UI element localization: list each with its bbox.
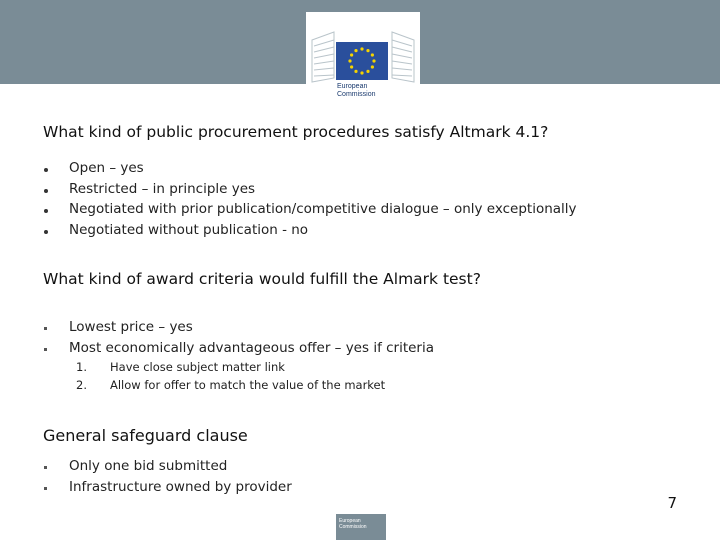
logo-wordmark: European Commission: [337, 83, 376, 98]
bullet-icon: [44, 466, 47, 469]
bullet-icon: [44, 487, 47, 490]
bullet-icon: [44, 230, 48, 234]
section-heading-safeguard: General safeguard clause: [43, 426, 248, 445]
page-number: 7: [667, 494, 677, 512]
bullet-icon: [44, 327, 47, 330]
bullet-icon: [44, 168, 48, 172]
footer-commission-logo: European Commission: [336, 514, 386, 540]
bullet-icon: [44, 209, 48, 213]
bullet-icon: [44, 348, 47, 351]
slide-content: What kind of public procurement procedures satisfy Altmark 4.1? Open – yes Restricted – in principle yes Negotiated with prior publication/competitive dialogue – only exceptionally Negotiated without publication - no What kind of award criteria would fulfill the Almark test? Lowest price – yes Most economically advantageous offer – yes if criteria 1. Have close subject matter link 2. Allow for offer to match the value of the market General safeguard clause Only one bid submitted Infrastructure owned by provider: [43, 123, 577, 495]
section-heading-award-criteria: What kind of award criteria would fulfill the Almark test?: [43, 270, 481, 288]
section-heading-procedures: What kind of public procurement procedures satisfy Altmark 4.1?: [43, 123, 549, 141]
bullet-icon: [44, 189, 48, 193]
